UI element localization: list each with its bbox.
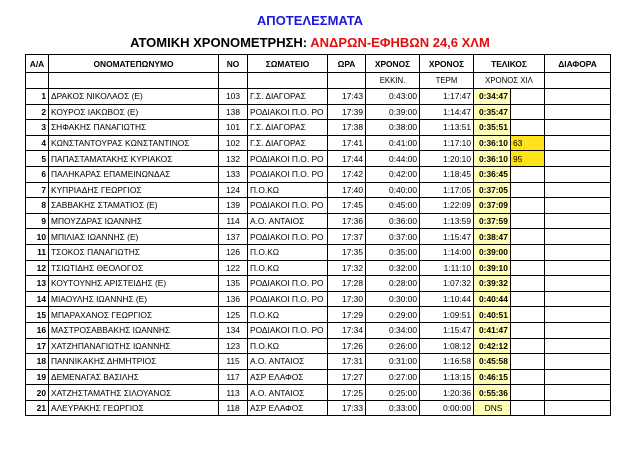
row-number: 122 [219,260,248,276]
row-final-time: 0:41:47 [474,322,511,338]
row-time-per-km [511,198,545,214]
row-time-per-km [511,400,545,416]
row-start-time: 0:36:00 [366,213,420,229]
col-hour: ΩΡΑ [328,55,366,73]
row-final-time: 0:36:45 [474,166,511,182]
row-end-time: 1:16:58 [420,354,474,370]
row-number: 102 [219,135,248,151]
row-final-time: 0:37:59 [474,213,511,229]
row-number: 139 [219,198,248,214]
row-rank: 21 [26,400,49,416]
row-club: Π.Ο.ΚΩ [248,307,328,323]
table-row [26,244,611,260]
row-number: 135 [219,276,248,292]
row-time-per-km [511,120,545,136]
row-end-time: 1:13:15 [420,369,474,385]
table-row [26,151,611,167]
row-final-time: 0:35:47 [474,104,511,120]
row-hour: 17:41 [328,135,366,151]
sub-empty-name [49,73,219,89]
sub-start: ΕΚΚΙΝ. [366,73,420,89]
row-hour: 17:33 [328,400,366,416]
row-number: 117 [219,369,248,385]
row-final-time: 0:35:51 [474,120,511,136]
row-club: Α.Ο. ΑΝΤΑΙΟΣ [248,213,328,229]
row-difference [545,244,611,260]
row-rank: 13 [26,276,49,292]
race-subtitle [0,35,620,50]
row-number: 103 [219,89,248,105]
row-number: 101 [219,120,248,136]
row-start-time: 0:27:00 [366,369,420,385]
row-final-time: 0:39:00 [474,244,511,260]
row-name: ΚΥΠΡΙΑΔΗΣ ΓΕΩΡΓΙΟΣ [49,182,219,198]
col-time-start: ΧΡΟΝΟΣ [366,55,420,73]
row-difference [545,260,611,276]
row-difference [545,291,611,307]
row-end-time: 1:13:51 [420,120,474,136]
row-hour: 17:25 [328,385,366,401]
row-start-time: 0:31:00 [366,354,420,370]
row-time-per-km [511,260,545,276]
row-name: ΜΙΑΟΥΛΗΣ ΙΩΑΝΝΗΣ (Ε) [49,291,219,307]
row-end-time: 0:00:00 [420,400,474,416]
sub-empty-no [219,73,248,89]
row-rank: 7 [26,182,49,198]
row-time-per-km [511,89,545,105]
row-difference [545,385,611,401]
row-hour: 17:43 [328,89,366,105]
row-final-time: 0:40:44 [474,291,511,307]
row-name: ΚΟΥΡΟΣ ΙΑΚΩΒΟΣ (Ε) [49,104,219,120]
row-difference [545,151,611,167]
row-final-time: 0:39:32 [474,276,511,292]
row-hour: 17:31 [328,354,366,370]
row-name: ΚΩΝΣΤΑΝΤΟΥΡΑΣ ΚΩΝΣΤΑΝΤΙΝΟΣ [49,135,219,151]
table-row [26,354,611,370]
row-club: Α.Ο. ΑΝΤΑΙΟΣ [248,385,328,401]
row-final-time: 0:39:10 [474,260,511,276]
row-rank: 6 [26,166,49,182]
row-number: 132 [219,151,248,167]
row-start-time: 0:34:00 [366,322,420,338]
table-row [26,104,611,120]
row-time-per-km [511,244,545,260]
row-difference [545,198,611,214]
row-number: 124 [219,182,248,198]
row-start-time: 0:30:00 [366,291,420,307]
row-time-per-km [511,291,545,307]
subtitle-prefix: ΑΤΟΜΙΚΗ ΧΡΟΝΟΜΕΤΡΗΣΗ: [130,35,308,50]
row-final-time: 0:36:10 [474,151,511,167]
row-number: 133 [219,166,248,182]
row-club: ΡΟΔΙΑΚΟΙ Π.Ο. ΡΟ [248,229,328,245]
row-end-time: 1:08:12 [420,338,474,354]
row-name: ΑΛΕΥΡΑΚΗΣ ΓΕΩΡΓΙΟΣ [49,400,219,416]
table-row [26,198,611,214]
row-name: ΔΕΜΕΝΑΓΑΣ ΒΑΣΙΛΗΣ [49,369,219,385]
row-start-time: 0:37:00 [366,229,420,245]
row-start-time: 0:35:00 [366,244,420,260]
row-start-time: 0:29:00 [366,307,420,323]
row-final-time: 0:42:12 [474,338,511,354]
row-club: ΡΟΔΙΑΚΟΙ Π.Ο. ΡΟ [248,151,328,167]
row-start-time: 0:42:00 [366,166,420,182]
row-rank: 10 [26,229,49,245]
row-club: Γ.Σ. ΔΙΑΓΟΡΑΣ [248,135,328,151]
row-club: Π.Ο.ΚΩ [248,338,328,354]
row-club: Π.Ο.ΚΩ [248,244,328,260]
row-hour: 17:30 [328,291,366,307]
table-row [26,338,611,354]
row-rank: 9 [26,213,49,229]
row-club: ΡΟΔΙΑΚΟΙ Π.Ο. ΡΟ [248,198,328,214]
row-hour: 17:37 [328,229,366,245]
table-row [26,135,611,151]
col-no: ΝΟ [219,55,248,73]
row-start-time: 0:33:00 [366,400,420,416]
row-number: 123 [219,338,248,354]
row-final-time: 0:38:47 [474,229,511,245]
row-time-per-km [511,385,545,401]
row-name: ΣΗΦΑΚΗΣ ΠΑΝΑΓΙΩΤΗΣ [49,120,219,136]
row-final-time: 0:45:58 [474,354,511,370]
row-hour: 17:26 [328,338,366,354]
row-start-time: 0:43:00 [366,89,420,105]
row-start-time: 0:25:00 [366,385,420,401]
row-rank: 5 [26,151,49,167]
table-row [26,322,611,338]
results-body [26,89,611,416]
row-end-time: 1:15:47 [420,229,474,245]
row-name: ΧΑΤΖΗΠΑΝΑΓΙΩΤΗΣ ΙΩΑΝΝΗΣ [49,338,219,354]
row-hour: 17:39 [328,104,366,120]
row-end-time: 1:22:09 [420,198,474,214]
row-end-time: 1:17:10 [420,135,474,151]
table-row [26,400,611,416]
row-end-time: 1:20:10 [420,151,474,167]
row-difference [545,338,611,354]
row-hour: 17:40 [328,182,366,198]
row-hour: 17:38 [328,120,366,136]
row-number: 113 [219,385,248,401]
row-final-time: 0:37:09 [474,198,511,214]
row-hour: 17:32 [328,260,366,276]
row-difference [545,135,611,151]
row-difference [545,229,611,245]
row-difference [545,182,611,198]
page-title: ΑΠΟΤΕΛΕΣΜΑΤΑ [256,13,364,28]
row-difference [545,120,611,136]
table-row [26,276,611,292]
row-rank: 11 [26,244,49,260]
table-row [26,307,611,323]
row-number: 118 [219,400,248,416]
row-time-per-km [511,369,545,385]
row-difference [545,400,611,416]
row-end-time: 1:10:44 [420,291,474,307]
row-number: 134 [219,322,248,338]
row-number: 115 [219,354,248,370]
row-end-time: 1:17:05 [420,182,474,198]
sub-empty-aa [26,73,49,89]
row-final-time: 0:36:10 [474,135,511,151]
row-hour: 17:45 [328,198,366,214]
row-rank: 14 [26,291,49,307]
table-row [26,291,611,307]
row-name: ΤΣΙΩΤΙΔΗΣ ΘΕΟΛΟΓΟΣ [49,260,219,276]
row-start-time: 0:26:00 [366,338,420,354]
row-time-per-km [511,229,545,245]
row-start-time: 0:45:00 [366,198,420,214]
row-hour: 17:27 [328,369,366,385]
row-end-time: 1:11:10 [420,260,474,276]
row-end-time: 1:17:47 [420,89,474,105]
sub-final: ΧΡΟΝΟΣ ΧΙΛ [474,73,545,89]
row-club: Γ.Σ. ΔΙΑΓΟΡΑΣ [248,89,328,105]
table-row [26,182,611,198]
row-rank: 15 [26,307,49,323]
row-club: Π.Ο.ΚΩ [248,182,328,198]
row-end-time: 1:09:51 [420,307,474,323]
row-end-time: 1:15:47 [420,322,474,338]
header-row [26,55,611,73]
row-name: ΠΑΠΑΣΤΑΜΑΤΑΚΗΣ ΚΥΡΙΑΚΟΣ [49,151,219,167]
row-club: ΑΣΡ ΕΛΑΦΟΣ [248,400,328,416]
sub-end: ΤΕΡΜ [420,73,474,89]
row-final-time: 0:55:36 [474,385,511,401]
subtitle-category: ΑΝΔΡΩΝ-ΕΦΗΒΩΝ 24,6 ΧΛΜ [310,35,490,50]
row-final-time: 0:34:47 [474,89,511,105]
row-difference [545,89,611,105]
row-difference [545,322,611,338]
row-end-time: 1:20:36 [420,385,474,401]
row-difference [545,166,611,182]
row-club: ΑΣΡ ΕΛΑΦΟΣ [248,369,328,385]
row-number: 138 [219,104,248,120]
row-time-per-km [511,182,545,198]
row-time-per-km [511,307,545,323]
row-difference [545,307,611,323]
row-rank: 1 [26,89,49,105]
row-hour: 17:28 [328,276,366,292]
row-club: Π.Ο.ΚΩ [248,260,328,276]
row-start-time: 0:39:00 [366,104,420,120]
row-number: 114 [219,213,248,229]
row-hour: 17:34 [328,322,366,338]
row-rank: 2 [26,104,49,120]
row-rank: 3 [26,120,49,136]
row-rank: 16 [26,322,49,338]
row-start-time: 0:44:00 [366,151,420,167]
table-row [26,166,611,182]
row-difference [545,213,611,229]
row-time-per-km [511,213,545,229]
row-final-time: 0:46:15 [474,369,511,385]
row-rank: 20 [26,385,49,401]
row-number: 126 [219,244,248,260]
row-start-time: 0:28:00 [366,276,420,292]
row-final-time: 0:37:05 [474,182,511,198]
col-aa: Α/Α [26,55,49,73]
row-name: ΜΠΑΡΑΧΑΝΟΣ ΓΕΩΡΓΙΟΣ [49,307,219,323]
table-row [26,385,611,401]
row-time-per-km [511,354,545,370]
row-name: ΧΑΤΖΗΣΤΑΜΑΤΗΣ ΣΙΛΟΥΑΝΟΣ [49,385,219,401]
row-rank: 12 [26,260,49,276]
col-club: ΣΩΜΑΤΕΙΟ [248,55,328,73]
row-time-per-km [511,166,545,182]
sub-empty-club [248,73,328,89]
col-diff: ΔΙΑΦΟΡΑ [545,55,611,73]
results-table [25,54,611,416]
row-name: ΠΑΛΗΚΑΡΑΣ ΕΠΑΜΕΙΝΩΝΔΑΣ [49,166,219,182]
row-name: ΤΣΟΚΟΣ ΠΑΝΑΓΙΩΤΗΣ [49,244,219,260]
row-club: ΡΟΔΙΑΚΟΙ Π.Ο. ΡΟ [248,166,328,182]
row-hour: 17:35 [328,244,366,260]
col-time-end: ΧΡΟΝΟΣ [420,55,474,73]
row-number: 136 [219,291,248,307]
row-hour: 17:29 [328,307,366,323]
row-name: ΣΑΒΒΑΚΗΣ ΣΤΑΜΑΤΙΟΣ (Ε) [49,198,219,214]
row-number: 137 [219,229,248,245]
row-rank: 4 [26,135,49,151]
row-name: ΜΑΣΤΡΟΣΑΒΒΑΚΗΣ ΙΩΑΝΝΗΣ [49,322,219,338]
col-name: ΟΝΟΜΑΤΕΠΩΝΥΜΟ [49,55,219,73]
row-difference [545,354,611,370]
row-name: ΔΡΑΚΟΣ ΝΙΚΟΛΑΟΣ (Ε) [49,89,219,105]
sub-empty-diff [545,73,611,89]
row-time-per-km [511,338,545,354]
row-start-time: 0:41:00 [366,135,420,151]
col-final: ΤΕΛΙΚΟΣ [474,55,545,73]
row-rank: 18 [26,354,49,370]
row-rank: 17 [26,338,49,354]
row-club: ΡΟΔΙΑΚΟΙ Π.Ο. ΡΟ [248,104,328,120]
row-club: ΡΟΔΙΑΚΟΙ Π.Ο. ΡΟ [248,291,328,307]
row-number: 125 [219,307,248,323]
sub-empty-hour [328,73,366,89]
row-name: ΠΑΝΝΙΚΑΚΗΣ ΔΗΜΗΤΡΙΟΣ [49,354,219,370]
row-club: Γ.Σ. ΔΙΑΓΟΡΑΣ [248,120,328,136]
row-time-per-km [511,104,545,120]
row-end-time: 1:13:59 [420,213,474,229]
row-name: ΜΠΙΛΙΑΣ ΙΩΑΝΝΗΣ (Ε) [49,229,219,245]
row-difference [545,104,611,120]
row-time-per-km: 95 [511,151,545,167]
row-club: Α.Ο. ΑΝΤΑΙΟΣ [248,354,328,370]
table-row [26,89,611,105]
row-difference [545,369,611,385]
row-rank: 19 [26,369,49,385]
row-club: ΡΟΔΙΑΚΟΙ Π.Ο. ΡΟ [248,276,328,292]
row-club: ΡΟΔΙΑΚΟΙ Π.Ο. ΡΟ [248,322,328,338]
row-time-per-km [511,276,545,292]
row-start-time: 0:32:00 [366,260,420,276]
row-time-per-km [511,322,545,338]
row-end-time: 1:18:45 [420,166,474,182]
row-hour: 17:42 [328,166,366,182]
table-row [26,120,611,136]
row-time-per-km: 63 [511,135,545,151]
row-name: ΜΠΟΥΖΔΡΑΣ ΙΩΑΝΝΗΣ [49,213,219,229]
row-hour: 17:44 [328,151,366,167]
row-start-time: 0:38:00 [366,120,420,136]
table-row [26,260,611,276]
row-start-time: 0:40:00 [366,182,420,198]
subheader-row [26,73,611,89]
row-end-time: 1:14:47 [420,104,474,120]
table-row [26,229,611,245]
table-row [26,213,611,229]
row-end-time: 1:07:32 [420,276,474,292]
row-final-time: 0:40:51 [474,307,511,323]
table-row [26,369,611,385]
row-final-time: DNS [474,400,511,416]
row-end-time: 1:14:00 [420,244,474,260]
row-rank: 8 [26,198,49,214]
row-name: ΚΟΥΤΟΥΝΗΣ ΑΡΙΣΤΕΙΔΗΣ (Ε) [49,276,219,292]
row-difference [545,276,611,292]
row-hour: 17:36 [328,213,366,229]
